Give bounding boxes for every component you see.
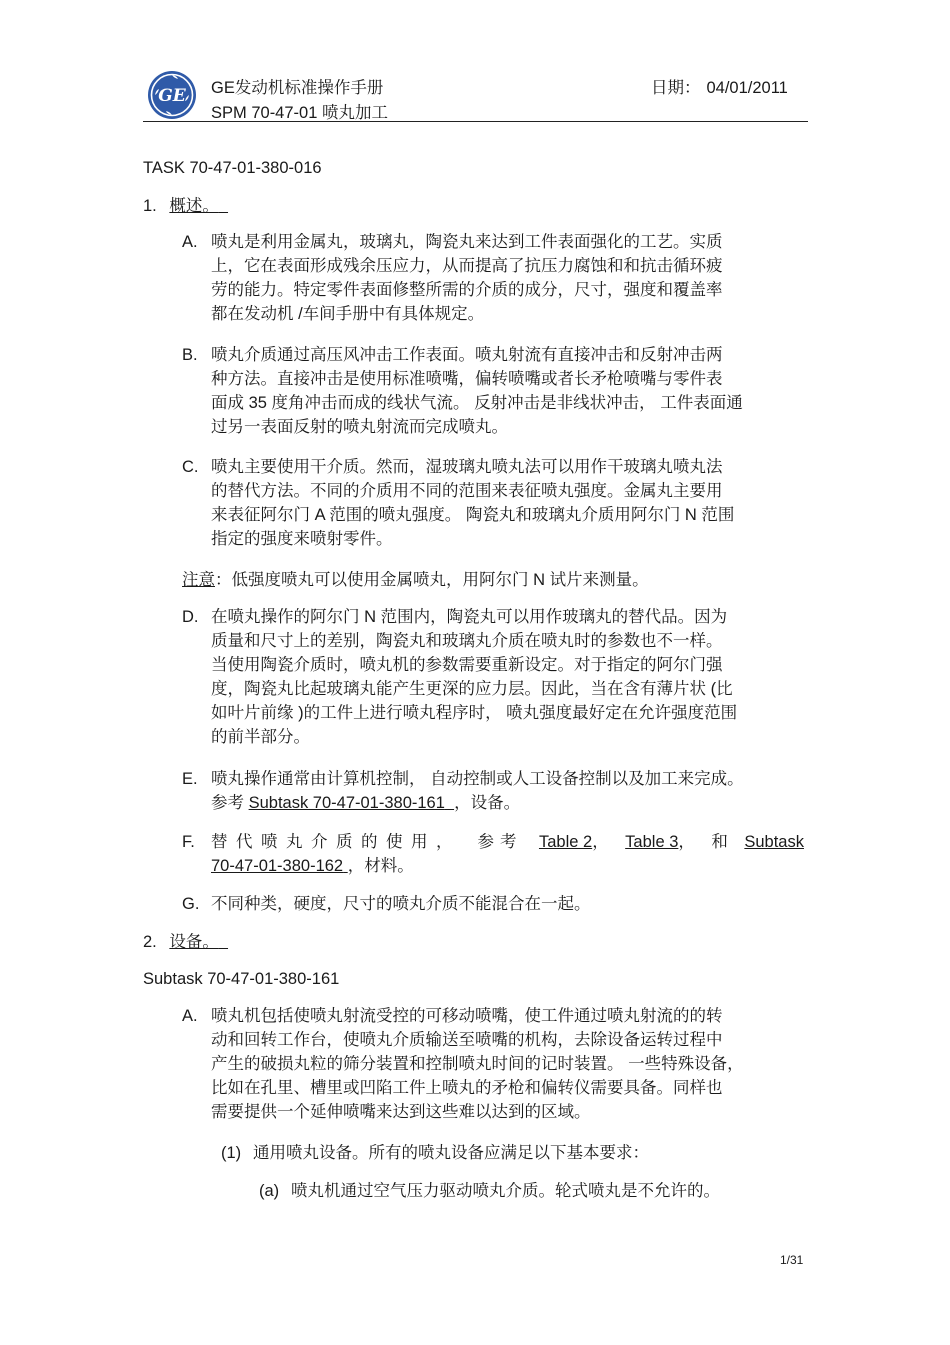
- text-line: 质量和尺寸上的差别，陶瓷丸和玻璃丸介质在喷丸时的参数也不一样。: [211, 632, 723, 650]
- ref-suffix: ，设备。: [454, 794, 521, 812]
- text-line: 比如在孔里、槽里或凹陷工件上喷丸的矛枪和偏转仪需要具备。同样也: [211, 1079, 723, 1097]
- section-2-heading: [143, 930, 228, 954]
- date-label: 日期：: [651, 79, 701, 97]
- table-2-link[interactable]: Table 2: [538, 833, 593, 851]
- paragraph-equipment-a: [211, 1004, 744, 1124]
- text-segment: 替代喷丸介质的使用，: [211, 833, 461, 851]
- text-line: 产生的破损丸粒的筛分装置和控制喷丸时间的记时装置。 一些特殊设备，: [211, 1055, 744, 1073]
- separator: ，: [592, 833, 609, 851]
- subtask-162-link-part2[interactable]: 70-47-01-380-162: [211, 857, 344, 875]
- item-label: B.: [182, 346, 198, 364]
- date-value: 04/01/2011: [706, 79, 788, 97]
- date-display: [651, 74, 788, 98]
- page-number: 1/31: [780, 1253, 804, 1267]
- item-label: C.: [182, 458, 199, 476]
- note-label: 注意: [182, 571, 215, 589]
- sub-item-label: (1): [221, 1144, 242, 1162]
- sub-sub-item-label: (a): [259, 1182, 280, 1200]
- item-label: G.: [182, 895, 200, 913]
- note-text: ：低强度喷丸可以使用金属喷丸，用阿尔门 N 试片来测量。: [215, 571, 649, 589]
- reference-line: [211, 791, 744, 815]
- paragraph-c: [211, 455, 734, 551]
- text-line: 来表征阿尔门 A 范围的喷丸强度。 陶瓷丸和玻璃丸介质用阿尔门 N 范围: [211, 506, 735, 524]
- text-line: 面成 35 度角冲击而成的线状气流。 反射冲击是非线状冲击， 工件表面通: [211, 394, 743, 412]
- note: [182, 568, 649, 592]
- text-line: 过另一表面反射的喷丸射流而完成喷丸。: [211, 418, 508, 436]
- paragraph-g: 不同种类，硬度，尺寸的喷丸介质不能混合在一起。: [211, 895, 591, 913]
- paragraph-b: [211, 343, 743, 439]
- task-id: TASK 70-47-01-380-016: [143, 159, 322, 177]
- separator: ，: [678, 833, 695, 851]
- header-divider: [143, 121, 808, 122]
- text-line: 劳的能力。特定零件表面修整所需的介质的成分，尺寸，强度和覆盖率: [211, 281, 723, 299]
- text-line: 上，它在表面形成残余压应力，从而提高了抗压力腐蚀和和抗击循环疲: [211, 257, 723, 275]
- text-line: 当使用陶瓷介质时，喷丸机的参数需要重新设定。对于指定的阿尔门强: [211, 656, 723, 674]
- manual-title: GE发动机标准操作手册: [211, 79, 384, 97]
- text-line: 喷丸介质通过高压风冲击工作表面。喷丸射流有直接冲击和反射冲击两: [211, 346, 723, 364]
- table-3-link[interactable]: Table 3: [625, 833, 679, 851]
- item-label: D.: [182, 608, 199, 626]
- svg-text:GE: GE: [158, 86, 186, 106]
- text-line: 喷丸机包括使喷丸射流受控的可移动喷嘴，使工件通过喷丸射流的的转: [211, 1007, 723, 1025]
- text-segment: ，材料。: [347, 857, 414, 875]
- text-line: [211, 854, 804, 878]
- paragraph-a: [211, 230, 723, 326]
- text-line: 的前半部分。: [211, 728, 310, 746]
- text-line: 喷丸主要使用干介质。然而，湿玻璃丸喷丸法可以用作干玻璃丸喷丸法: [211, 458, 723, 476]
- item-label: E.: [182, 770, 198, 788]
- text-line: [211, 830, 804, 854]
- paragraph-f: [211, 830, 804, 878]
- text-line: 都在发动机 /车间手册中有具体规定。: [211, 305, 485, 323]
- section-1-heading: [143, 194, 228, 218]
- sub-item-1-text: 通用喷丸设备。所有的喷丸设备应满足以下基本要求：: [253, 1144, 649, 1162]
- text-line: 度，陶瓷丸比起玻璃丸能产生更深的应力层。因此，当在含有薄片状 (比: [211, 680, 733, 698]
- item-label: A.: [182, 233, 198, 251]
- text-line: 指定的强度来喷射零件。: [211, 530, 393, 548]
- item-label: A.: [182, 1007, 198, 1025]
- item-label: F.: [182, 833, 195, 851]
- paragraph-d: [211, 605, 737, 749]
- text-segment: 参考: [477, 833, 523, 851]
- subtask-162-link-part1[interactable]: Subtask: [744, 833, 804, 851]
- text-segment: 和: [711, 833, 728, 851]
- section-number: 1.: [143, 197, 157, 215]
- subtask-id: Subtask 70-47-01-380-161: [143, 970, 340, 988]
- text-line: 在喷丸操作的阿尔门 N 范围内，陶瓷丸可以用作玻璃丸的替代品。因为: [211, 608, 728, 626]
- section-number: 2.: [143, 933, 157, 951]
- section-title: 设备。: [169, 933, 219, 951]
- subtask-161-link[interactable]: Subtask 70-47-01-380-161: [248, 794, 445, 812]
- text-line: 如叶片前缘 )的工件上进行喷丸程序时， 喷丸强度最好定在允许强度范围: [211, 704, 738, 722]
- text-line: 喷丸是利用金属丸，玻璃丸，陶瓷丸来达到工件表面强化的工艺。实质: [211, 233, 723, 251]
- ge-logo: [147, 70, 197, 120]
- text-line: 的替代方法。不同的介质用不同的范围来表征喷丸强度。金属丸主要用: [211, 482, 723, 500]
- section-title: 概述。: [169, 197, 219, 215]
- text-line: 喷丸操作通常由计算机控制， 自动控制或人工设备控制以及加工来完成。: [211, 770, 744, 788]
- text-line: 动和回转工作台，使喷丸介质输送至喷嘴的机构，去除设备运转过程中: [211, 1031, 723, 1049]
- text-line: 需要提供一个延伸喷嘴来达到这些难以达到的区域。: [211, 1103, 591, 1121]
- manual-subtitle: SPM 70-47-01 喷丸加工: [211, 104, 388, 122]
- text-line: 种方法。直接冲击是使用标准喷嘴，偏转喷嘴或者长矛枪喷嘴与零件表: [211, 370, 723, 388]
- sub-item-a-text: 喷丸机通过空气压力驱动喷丸介质。轮式喷丸是不允许的。: [291, 1182, 720, 1200]
- paragraph-e: [211, 767, 744, 815]
- ref-prefix: 参考: [211, 794, 249, 812]
